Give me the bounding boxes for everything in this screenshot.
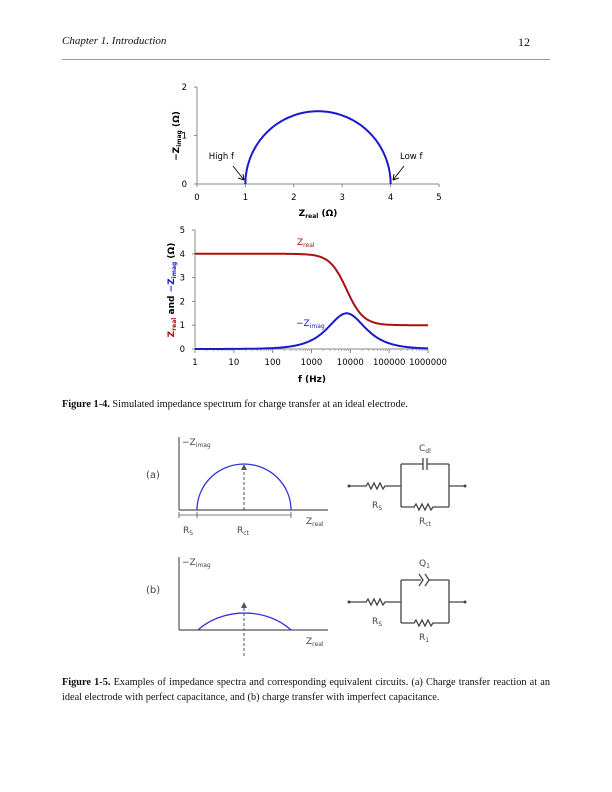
rct-label-a: $R_{ct}$ xyxy=(237,526,249,537)
x-tick-label: 3 xyxy=(339,193,345,203)
x-axis-label: $Z_{real}$ (Ω) xyxy=(298,209,338,220)
annotation-low-f: Low f xyxy=(400,152,423,162)
cdl-label: $C_{dl}$ xyxy=(419,444,431,455)
y-axis-label: $-Z_{imag}$ (Ω) xyxy=(172,111,183,161)
rs-label-a: $R_S$ xyxy=(183,526,194,537)
panel-b-label: (b) xyxy=(146,585,161,596)
arrow-low-f xyxy=(393,166,404,180)
caption-text: Simulated impedance spectrum for charge transfer at an ideal electrode. xyxy=(109,399,408,410)
figure-1-5-caption xyxy=(62,675,550,705)
x-tick-label: 100 xyxy=(264,358,281,368)
zreal-curve xyxy=(195,254,428,325)
chapter-header: Chapter 1. Introduction xyxy=(62,35,167,47)
page-number: 12 xyxy=(518,35,530,49)
x-tick-label: 1 xyxy=(192,358,198,368)
caption-text: Examples of impedance spectra and corresponding equivalent circuits. (a) Charge transfer reaction at an ideal electrode with perfect capacitance, and (b) charge transfer with imperfect capacitance. xyxy=(62,677,550,703)
zreal-axis-label-a: $Z_{real}$ xyxy=(306,517,324,528)
caption-label: Figure 1-5. xyxy=(62,677,111,688)
x-tick-label: 4 xyxy=(387,193,394,203)
nyquist-chart xyxy=(172,83,442,220)
y-tick-label: 3 xyxy=(179,273,185,284)
x-tick-label: 5 xyxy=(436,193,442,203)
zreal-axis-label-b: $Z_{real}$ xyxy=(306,637,324,648)
rs-circuit-b: $R_S$ xyxy=(372,617,383,628)
bode-chart xyxy=(167,226,447,385)
y-tick-label: 1 xyxy=(181,131,187,142)
y-tick-label: 4 xyxy=(179,249,185,260)
y-tick-label: 0 xyxy=(181,180,187,190)
zimag-series-label: $-Z_{imag}$ xyxy=(296,319,325,330)
y-tick-label: 1 xyxy=(179,321,185,332)
arrow-high-f xyxy=(233,166,244,180)
y-tick-label: 5 xyxy=(179,226,185,236)
x-tick-label: 100000 xyxy=(372,358,406,368)
zimag-curve xyxy=(195,313,428,349)
figure-1-4-caption xyxy=(62,397,550,412)
rct-circuit-label: $R_{ct}$ xyxy=(419,517,431,528)
rs-circuit-a: $R_S$ xyxy=(372,501,383,512)
y-tick-label: 2 xyxy=(179,297,185,308)
x-axis-label: f (Hz) xyxy=(297,375,327,385)
nyquist-curve xyxy=(245,111,390,184)
x-tick-label: 2 xyxy=(291,193,297,203)
x-tick-label: 1 xyxy=(242,193,249,203)
circuit-a xyxy=(349,458,465,510)
x-tick-label: 1000000 xyxy=(409,358,447,368)
r1-label: $R_1$ xyxy=(419,633,430,644)
panel-a-label: (a) xyxy=(146,470,160,481)
x-tick-label: 1000 xyxy=(300,358,323,368)
x-tick-label: 10000 xyxy=(336,358,364,368)
y-tick-label: 0 xyxy=(179,345,185,355)
zimag-axis-label-b: $-Z_{imag}$ xyxy=(182,558,211,569)
figure-1-5-diagram xyxy=(146,437,467,656)
annotation-high-f: High f xyxy=(208,152,234,162)
q1-label: $Q_1$ xyxy=(419,559,430,570)
x-tick-label: 0 xyxy=(194,193,200,203)
circuit-b xyxy=(349,574,465,626)
x-tick-label: 10 xyxy=(228,358,240,368)
y-axis-label: $Z_{real}$ and $-Z_{imag}$ (Ω) xyxy=(167,242,178,338)
zimag-axis-label-a: $-Z_{imag}$ xyxy=(182,438,211,449)
y-tick-label: 2 xyxy=(181,83,187,93)
zreal-series-label: $Z_{real}$ xyxy=(297,238,315,249)
caption-label: Figure 1-4. xyxy=(62,399,110,410)
